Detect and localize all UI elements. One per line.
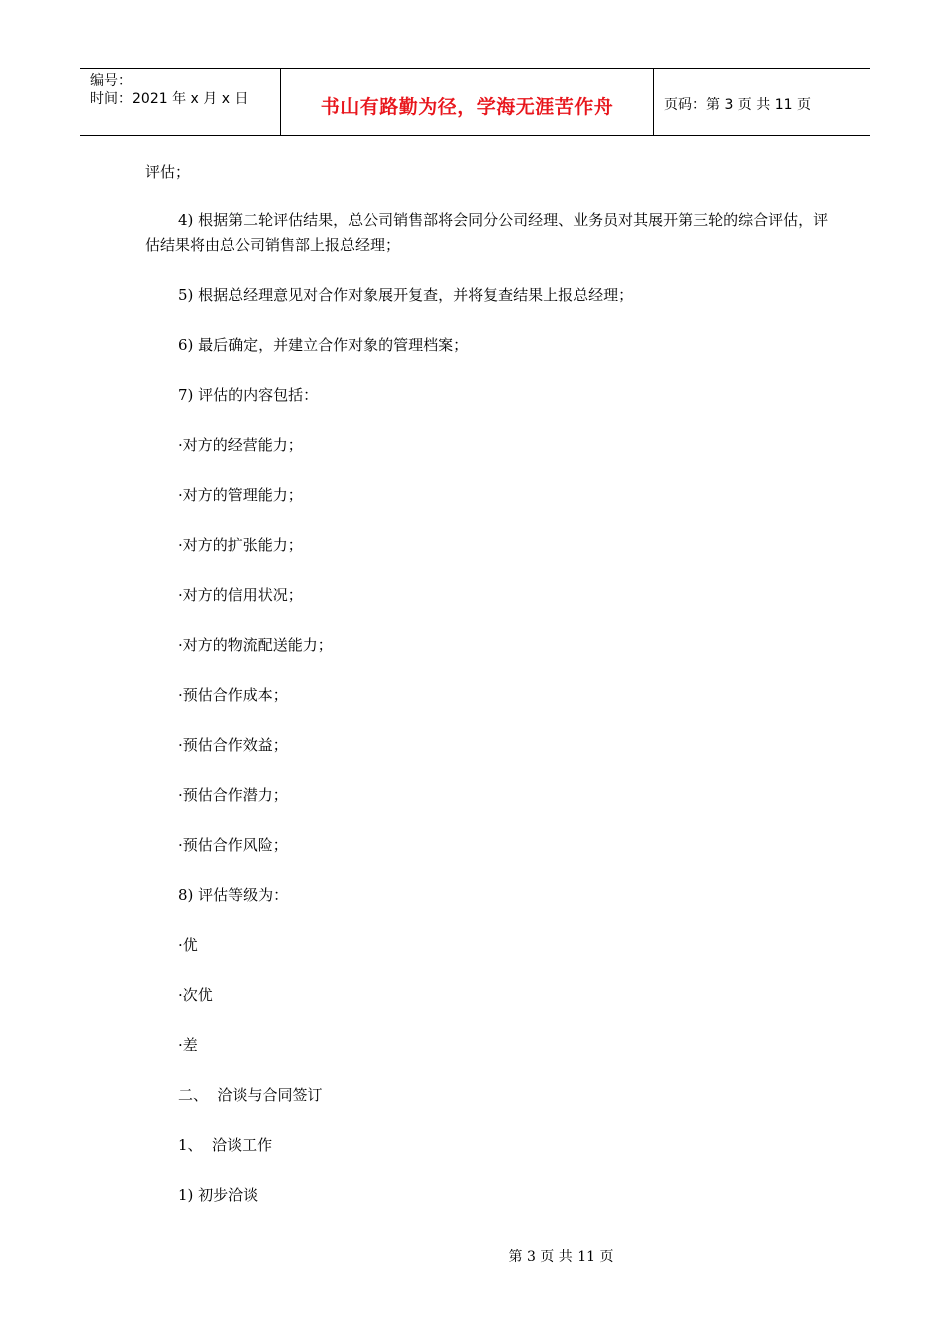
list-item: ·对方的扩张能力； xyxy=(178,536,303,554)
subsection-heading: 1、 洽谈工作 xyxy=(178,1136,273,1154)
list-item: ·差 xyxy=(178,1036,198,1054)
paragraph: 6) 最后确定，并建立合作对象的管理档案； xyxy=(178,336,469,354)
document-number-label: 编号： xyxy=(90,73,132,89)
list-item: ·对方的信用状况； xyxy=(178,586,303,604)
section-heading: 二、 洽谈与合同签订 xyxy=(178,1086,323,1104)
paragraph: 8) 评估等级为： xyxy=(178,886,289,904)
paragraph: 5) 根据总经理意见对合作对象展开复查，并将复查结果上报总经理； xyxy=(178,286,634,304)
list-item: ·预估合作效益； xyxy=(178,736,288,754)
page-header xyxy=(80,68,870,136)
paragraph: 1) 初步洽谈 xyxy=(178,1186,259,1204)
footer-page-number: 第 3 页 共 11 页 xyxy=(508,1249,614,1265)
paragraph: 7) 评估的内容包括： xyxy=(178,386,319,404)
motto-text: 书山有路勤为径，学海无涯苦作舟 xyxy=(320,95,614,118)
document-date-label: 时间：2021 年 x 月 x 日 xyxy=(90,91,249,107)
list-item: ·对方的经营能力； xyxy=(178,436,303,454)
header-motto-cell xyxy=(281,69,654,135)
list-item: ·对方的物流配送能力； xyxy=(178,636,333,654)
header-meta-cell xyxy=(80,69,281,135)
list-item: ·预估合作风险； xyxy=(178,836,288,854)
header-page-cell xyxy=(654,69,870,135)
list-item: ·优 xyxy=(178,936,198,954)
header-page-label: 页码：第 3 页 共 11 页 xyxy=(664,97,811,113)
list-item: ·预估合作成本； xyxy=(178,686,288,704)
page-footer xyxy=(0,1246,950,1266)
paragraph: 4) 根据第二轮评估结果，总公司销售部将会同分公司经理、业务员对其展开第三轮的综合评估，评估结果将由总公司销售部上报总经理； xyxy=(145,211,829,254)
list-item: ·预估合作潜力； xyxy=(178,786,288,804)
list-item: ·次优 xyxy=(178,986,213,1004)
list-item: ·对方的管理能力； xyxy=(178,486,303,504)
paragraph: 评估； xyxy=(145,163,191,181)
